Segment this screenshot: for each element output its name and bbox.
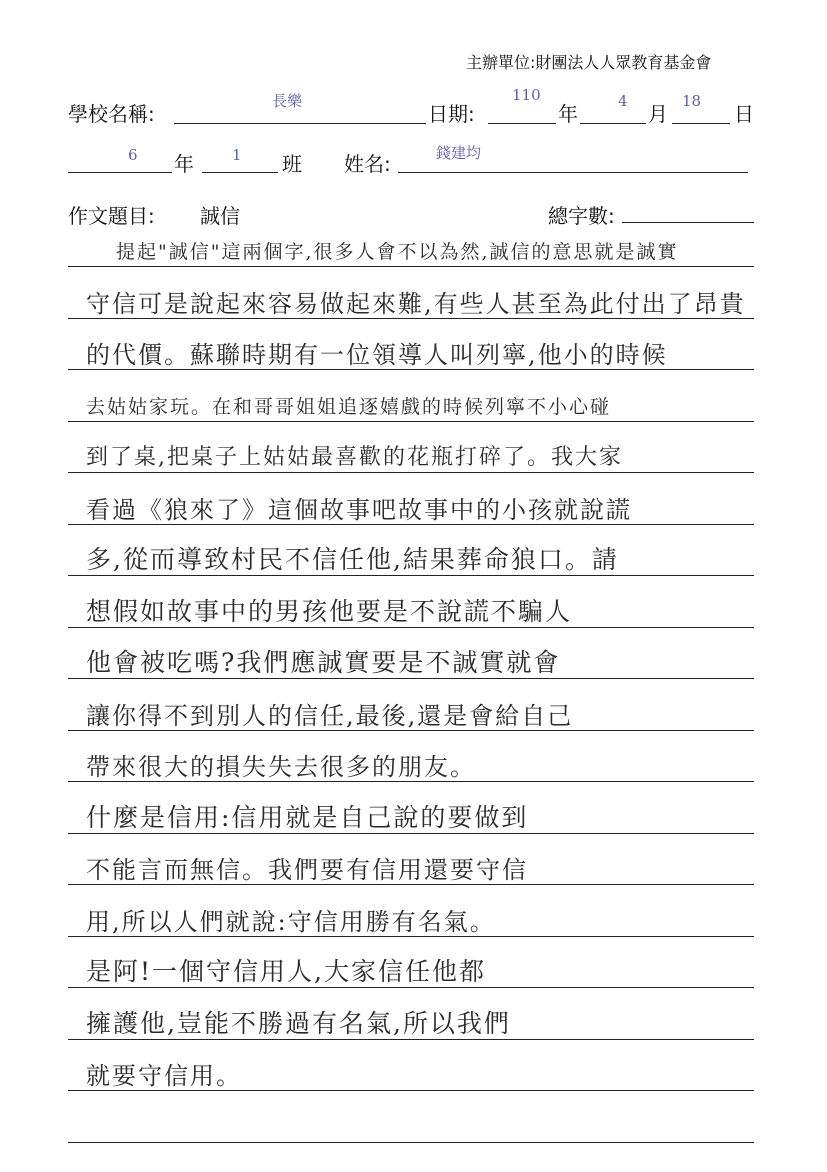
essay-line: 看過《狼來了》這個故事吧故事中的小孩就說謊: [86, 495, 632, 524]
essay-line: 去姑姑家玩。在和哥哥姐姐追逐嬉戲的時候列寧不小心碰: [86, 395, 612, 418]
organizer-text: 主辦單位:財團法人人眾教育基金會: [466, 53, 712, 72]
essay-line: 守信可是說起來容易做起來難,有些人甚至為此付出了昂貴: [86, 289, 746, 318]
year-underline: [488, 123, 556, 124]
essay-line: 想假如故事中的男孩他要是不說謊不騙人: [86, 596, 573, 626]
topic-label: 作文題目:: [68, 204, 155, 228]
school-name-underline: [174, 123, 426, 124]
essay-line: 用,所以人們就說:守信用勝有名氣。: [86, 907, 496, 936]
ruled-line: [68, 421, 754, 422]
month-unit: 月: [648, 102, 668, 126]
day-underline: [672, 123, 730, 124]
class-value: 1: [232, 146, 242, 164]
ruled-line: [68, 472, 754, 473]
day-unit: 日: [734, 102, 754, 126]
school-name-label: 學校名稱:: [68, 102, 155, 126]
date-label: 日期:: [428, 102, 475, 126]
grade-unit: 年: [174, 152, 194, 176]
essay-line: 多,從而導致村民不信任他,結果葬命狼口。請: [86, 545, 619, 574]
month-value: 4: [618, 92, 628, 110]
essay-line: 是阿!一個守信用人,大家信任他都: [86, 957, 486, 986]
class-underline: [202, 172, 278, 173]
topic-value: 誠信: [200, 204, 240, 228]
essay-line: 他會被吃嗎?我們應誠實要是不誠實就會: [86, 648, 561, 677]
year-value: 110: [512, 86, 541, 104]
essay-line: 擁護他,豈能不勝過有名氣,所以我們: [86, 1008, 511, 1038]
ruled-line: [68, 1142, 754, 1143]
month-underline: [580, 123, 646, 124]
essay-line: 什麼是信用:信用就是自己說的要做到: [86, 802, 529, 832]
grade-underline: [68, 172, 172, 173]
word-count-underline: [622, 222, 754, 223]
essay-line: 就要守信用。: [86, 1062, 242, 1090]
ruled-line: [68, 266, 754, 267]
name-label: 姓名:: [344, 152, 391, 176]
grade-value: 6: [128, 146, 138, 164]
year-unit: 年: [558, 102, 578, 126]
student-name-value: 錢建均: [436, 144, 482, 162]
essay-line: 不能言而無信。我們要有信用還要守信: [86, 856, 528, 884]
word-count-label: 總字數:: [548, 204, 615, 228]
essay-line: 提起"誠信"這兩個字,很多人會不以為然,誠信的意思就是誠實: [116, 241, 679, 263]
class-unit: 班: [282, 152, 302, 176]
essay-line: 到了桌,把桌子上姑姑最喜歡的花瓶打碎了。我大家: [86, 445, 623, 470]
school-name-value: 長樂: [272, 92, 303, 110]
name-underline: [398, 172, 748, 173]
essay-line: 讓你得不到別人的信任,最後,還是會給自己: [86, 701, 574, 730]
essay-line: 帶來很大的損失失去很多的朋友。: [86, 753, 476, 781]
day-value: 18: [682, 92, 702, 110]
essay-line: 的代價。蘇聯時期有一位領導人叫列寧,他小的時候: [86, 341, 668, 369]
